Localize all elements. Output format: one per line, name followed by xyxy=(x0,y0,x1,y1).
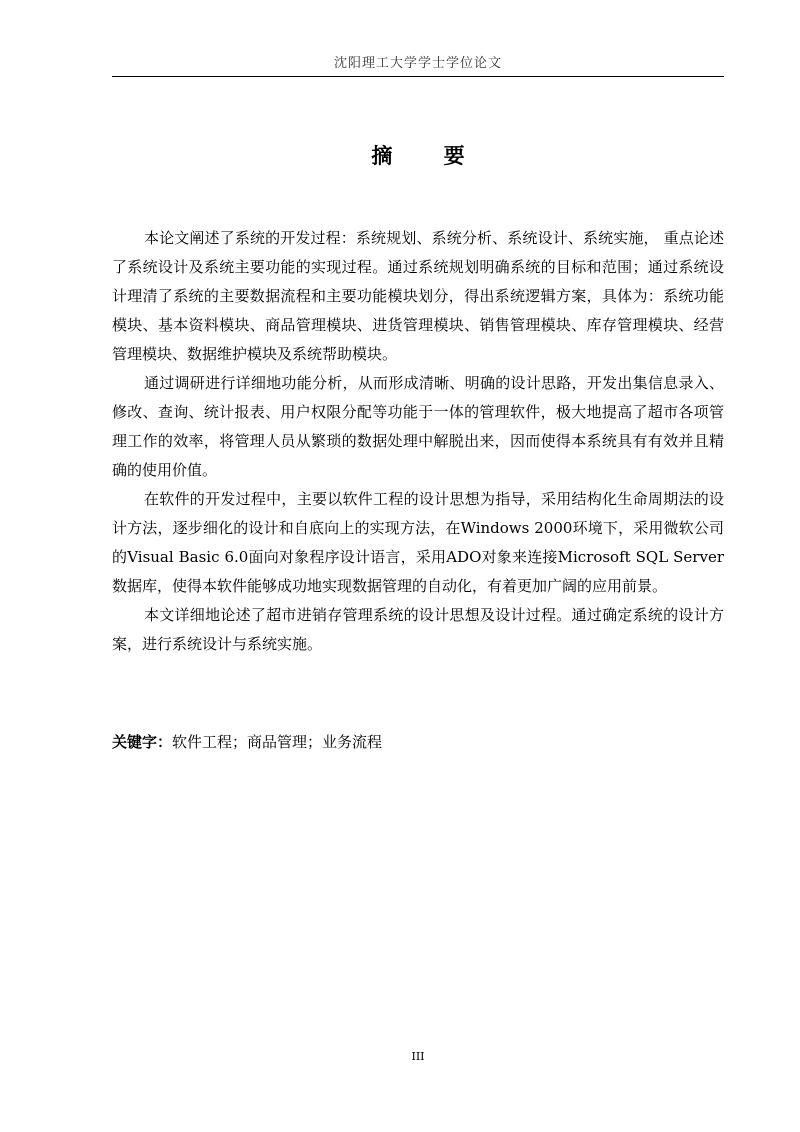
header-rule xyxy=(112,76,724,77)
keywords-label: 关键字： xyxy=(112,733,173,751)
abstract-title: 摘 要 xyxy=(371,144,487,168)
abstract-paragraph-1: 本论文阐述了系统的开发过程：系统规划、系统分析、系统设计、系统实施， 重点论述了系统设计及系统主要功能的实现过程。通过系统规划明确系统的目标和范围；通过系统设计理清了系统的主要数据流程和主要功能模块划分，得出系统逻辑方案，具体为：系统功能模块、基本资料模块、商品管理模块、进货管理模块、销售管理模块、库存管理模块、经营管理模块、数据维护模块及系统帮助模块。 xyxy=(112,229,724,363)
abstract-paragraph-3: 在软件的开发过程中，主要以软件工程的设计思想为指导，采用结构化生命周期法的设计方法，逐步细化的设计和自底向上的实现方法，在Windows 2000环境下，采用微软公司的Visual Basic 6.0面向对象程序设计语言，采用ADO对象来连接Microsoft SQL Server数据库，使得本软件能够成功地实现数据管理的自动化，有着更加广阔的应用前景。 xyxy=(112,490,724,595)
keywords-line xyxy=(112,730,724,754)
abstract-paragraph-4: 本文详细地论述了超市进销存管理系统的设计思想及设计过程。通过确定系统的设计方案，进行系统设计与系统实施。 xyxy=(112,606,724,653)
abstract-paragraph-2: 通过调研进行详细地功能分析，从而形成清晰、明确的设计思路，开发出集信息录入、修改、查询、统计报表、用户权限分配等功能于一体的管理软件，极大地提高了超市各项管理工作的效率，将管理人员从繁琐的数据处理中解脱出来，因而使得本系统具有有效并且精确的使用价值。 xyxy=(112,374,724,479)
keywords-value: 软件工程；商品管理；业务流程 xyxy=(172,733,383,751)
abstract-body xyxy=(112,224,724,659)
running-header: 沈阳理工大学学士学位论文 xyxy=(333,56,502,71)
page-number: III xyxy=(411,1050,425,1063)
